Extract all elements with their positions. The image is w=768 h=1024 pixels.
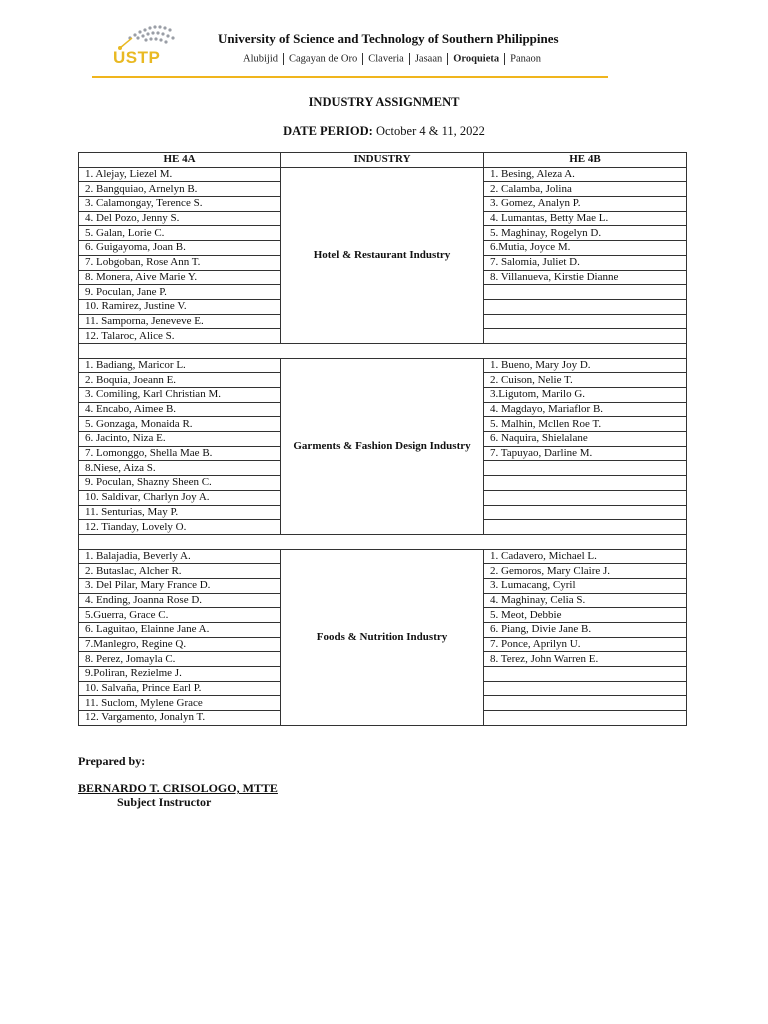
he4b-student-cell: 2. Cuison, Nelie T.: [484, 373, 687, 388]
he4b-student-cell: 7. Salomia, Juliet D.: [484, 255, 687, 270]
he4a-student-cell: 3. Calamongay, Terence S.: [79, 197, 281, 212]
he4b-student-cell: [484, 285, 687, 300]
campus-name: Alubijid: [243, 53, 279, 65]
he4a-student-cell: 5. Gonzaga, Monaida R.: [79, 417, 281, 432]
he4b-student-cell: 4. Maghinay, Celia S.: [484, 593, 687, 608]
he4a-student-cell: 4. Ending, Joanna Rose D.: [79, 593, 281, 608]
he4b-student-cell: [484, 314, 687, 329]
he4b-student-cell: [484, 329, 687, 344]
he4a-student-cell: 6. Laguitao, Elainne Jane A.: [79, 623, 281, 638]
document-title: INDUSTRY ASSIGNMENT: [308, 95, 460, 109]
he4a-student-cell: 5. Galan, Lorie C.: [79, 226, 281, 241]
table-row: [79, 358, 687, 373]
he4a-student-cell: 3. Comiling, Karl Christian M.: [79, 388, 281, 403]
he4a-student-cell: 10. Ramirez, Justine V.: [79, 299, 281, 314]
he4b-student-cell: 8. Terez, John Warren E.: [484, 652, 687, 667]
separator-cell: [79, 343, 687, 358]
he4b-student-cell: [484, 490, 687, 505]
date-period-label: DATE PERIOD:: [283, 124, 373, 138]
table-header-row: [79, 153, 687, 168]
industry-cell: Garments & Fashion Design Industry: [281, 358, 484, 534]
he4b-student-cell: 1. Besing, Aleza A.: [484, 167, 687, 182]
he4a-student-cell: 2. Butaslac, Alcher R.: [79, 564, 281, 579]
campus-name: Jasaan: [414, 53, 443, 65]
he4a-student-cell: 2. Boquia, Joeann E.: [79, 373, 281, 388]
university-name: University of Science and Technology of Southern Philippines: [218, 31, 559, 46]
campus-name: Panaon: [510, 53, 542, 65]
he4a-student-cell: 7. Lomonggo, Shella Mae B.: [79, 446, 281, 461]
he4a-student-cell: 8. Monera, Aive Marie Y.: [79, 270, 281, 285]
he4b-student-cell: 2. Calamba, Jolina: [484, 182, 687, 197]
he4a-student-cell: 7.Manlegro, Regine Q.: [79, 637, 281, 652]
signer-role: Subject Instructor: [117, 795, 212, 809]
header-divider: [92, 76, 608, 78]
prepared-by-label: Prepared by:: [78, 754, 146, 768]
he4a-student-cell: 12. Vargamento, Jonalyn T.: [79, 711, 281, 726]
he4a-student-cell: 9. Poculan, Jane P.: [79, 285, 281, 300]
he4b-student-cell: 6.Mutia, Joyce M.: [484, 241, 687, 256]
he4b-student-cell: 3. Lumacang, Cyril: [484, 578, 687, 593]
he4b-student-cell: 4. Lumantas, Betty Mae L.: [484, 211, 687, 226]
campus-name: Cagayan de Oro: [289, 53, 358, 65]
he4a-student-cell: 11. Senturias, May P.: [79, 505, 281, 520]
campus-name: Claveria: [368, 53, 404, 65]
he4b-student-cell: [484, 667, 687, 682]
he4b-student-cell: 3.Ligutom, Marilo G.: [484, 388, 687, 403]
separator-cell: [79, 534, 687, 549]
date-period: [0, 124, 768, 139]
industry-cell: Hotel & Restaurant Industry: [281, 167, 484, 343]
he4a-student-cell: 10. Salvaña, Prince Earl P.: [79, 681, 281, 696]
he4b-student-cell: 6. Piang, Divie Jane B.: [484, 623, 687, 638]
he4b-student-cell: 5. Meot, Debbie: [484, 608, 687, 623]
he4b-student-cell: 7. Ponce, Aprilyn U.: [484, 637, 687, 652]
date-period-value: October 4 & 11, 2022: [375, 124, 485, 138]
he4b-student-cell: [484, 711, 687, 726]
he4b-student-cell: 4. Magdayo, Mariaflor B.: [484, 402, 687, 417]
ustp-logo-text: USTP: [113, 48, 161, 67]
he4b-student-cell: 3. Gomez, Analyn P.: [484, 197, 687, 212]
he4b-student-cell: 1. Cadavero, Michael L.: [484, 549, 687, 564]
he4b-student-cell: [484, 681, 687, 696]
table-body: [79, 167, 687, 725]
assignment-table: [78, 152, 687, 726]
he4a-student-cell: 2. Bangquiao, Arnelyn B.: [79, 182, 281, 197]
he4a-student-cell: 1. Balajadia, Beverly A.: [79, 549, 281, 564]
group-separator-row: [79, 534, 687, 549]
table-row: [79, 167, 687, 182]
he4a-student-cell: 6. Guigayoma, Joan B.: [79, 241, 281, 256]
he4a-student-cell: 11. Samporna, Jeneveve E.: [79, 314, 281, 329]
he4a-student-cell: 7. Lobgoban, Rose Ann T.: [79, 255, 281, 270]
column-header-industry: INDUSTRY: [281, 153, 484, 168]
he4a-student-cell: 12. Tianday, Lovely O.: [79, 520, 281, 535]
he4a-student-cell: 4. Del Pozo, Jenny S.: [79, 211, 281, 226]
signer-name: BERNARDO T. CRISOLOGO, MTTE: [78, 781, 278, 795]
he4b-student-cell: [484, 461, 687, 476]
he4a-student-cell: 9.Poliran, Rezielme J.: [79, 667, 281, 682]
group-separator-row: [79, 343, 687, 358]
column-header-he4a: HE 4A: [79, 153, 281, 168]
industry-cell: Foods & Nutrition Industry: [281, 549, 484, 725]
he4b-student-cell: [484, 476, 687, 491]
he4a-student-cell: 5.Guerra, Grace C.: [79, 608, 281, 623]
he4b-student-cell: 7. Tapuyao, Darline M.: [484, 446, 687, 461]
he4a-student-cell: 4. Encabo, Aimee B.: [79, 402, 281, 417]
column-header-he4b: HE 4B: [484, 153, 687, 168]
he4a-student-cell: 12. Talaroc, Alice S.: [79, 329, 281, 344]
campus-list: [243, 53, 541, 65]
he4b-student-cell: 1. Bueno, Mary Joy D.: [484, 358, 687, 373]
he4a-student-cell: 11. Suclom, Mylene Grace: [79, 696, 281, 711]
he4b-student-cell: [484, 696, 687, 711]
campus-name-current: Oroquieta: [453, 53, 500, 65]
he4b-student-cell: 5. Maghinay, Rogelyn D.: [484, 226, 687, 241]
he4b-student-cell: 6. Naquira, Shielalane: [484, 432, 687, 447]
he4b-student-cell: 5. Malhin, Mcllen Roe T.: [484, 417, 687, 432]
he4a-student-cell: 10. Saldivar, Charlyn Joy A.: [79, 490, 281, 505]
he4a-student-cell: 8.Niese, Aiza S.: [79, 461, 281, 476]
he4a-student-cell: 6. Jacinto, Niza E.: [79, 432, 281, 447]
he4b-student-cell: [484, 520, 687, 535]
he4b-student-cell: 2. Gemoros, Mary Claire J.: [484, 564, 687, 579]
he4a-student-cell: 8. Perez, Jomayla C.: [79, 652, 281, 667]
letterhead: [0, 0, 768, 82]
he4a-student-cell: 1. Badiang, Maricor L.: [79, 358, 281, 373]
he4b-student-cell: [484, 299, 687, 314]
table-row: [79, 549, 687, 564]
he4a-student-cell: 1. Alejay, Liezel M.: [79, 167, 281, 182]
he4b-student-cell: 8. Villanueva, Kirstie Dianne: [484, 270, 687, 285]
he4a-student-cell: 9. Poculan, Shazny Sheen C.: [79, 476, 281, 491]
he4b-student-cell: [484, 505, 687, 520]
he4a-student-cell: 3. Del Pilar, Mary France D.: [79, 578, 281, 593]
